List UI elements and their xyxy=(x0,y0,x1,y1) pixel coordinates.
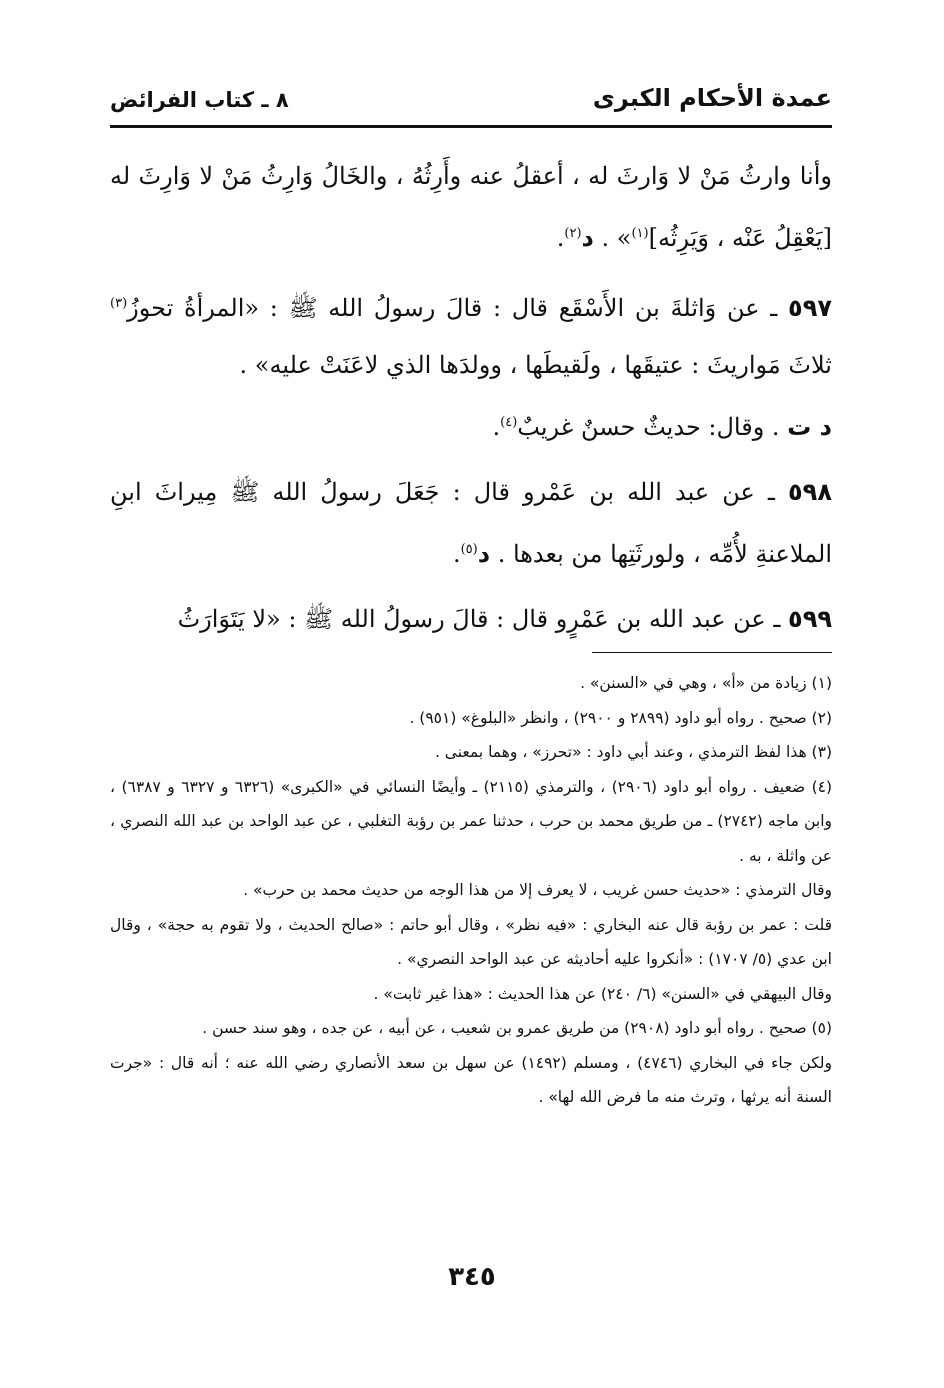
continuation-end: . xyxy=(556,224,565,252)
hadith-number: ٥٩٧ xyxy=(788,294,832,322)
footnote-ref-3[interactable]: (٣) xyxy=(110,296,128,311)
footnote: (٢) صحيح . رواه أبو داود (٢٨٩٩ و ٢٩٠٠) ، وانظر «البلوغ» (٩٥١) . xyxy=(409,708,832,727)
continuation-text: وأنا وارثُ مَنْ لا وَارثَ له ، أعقلُ عنه وأَرِثُهُ ، والخَالُ وَارِثُ مَنْ لا وَارِثَ له [يَعْقِلُ عَنْه ، وَيَرِثُه] xyxy=(110,162,832,252)
source-ref: د xyxy=(477,540,491,568)
footnote: (١) زيادة من «أ» ، وهي في «السنن» . xyxy=(580,674,832,692)
page-number: ٣٤٥ xyxy=(448,1262,496,1292)
hadith-597-end: . xyxy=(492,413,501,441)
hadith-598 xyxy=(110,464,832,583)
book-title: عمدة الأحكام الكبرى xyxy=(592,84,832,112)
main-text xyxy=(110,148,832,648)
hadith-597-text-b: ثلاثَ مَواريثَ : عتيقَها ، ولَقيطَها ، وولدَها الذي لاعَنَتْ عليه» . xyxy=(239,351,832,379)
footnote-ref-4[interactable]: (٤) xyxy=(500,415,518,430)
hadith-597 xyxy=(110,275,832,456)
footnotes xyxy=(110,666,832,1115)
hadith-599 xyxy=(110,591,832,648)
footnote: وقال الترمذي : «حديث حسن غريب ، لا يعرف إلا من هذا الوجه من حديث محمد بن حرب» . xyxy=(243,881,832,899)
running-header xyxy=(110,84,832,112)
source-ref: د xyxy=(581,224,594,252)
hadith-598-end: . xyxy=(452,540,461,568)
hadith-597-text-a: ـ عن وَاثلةَ بن الأَسْقَع قال : قالَ رسولُ الله ﷺ : «المرأةُ تحوزُ xyxy=(127,294,778,322)
header-rule xyxy=(110,125,832,128)
continuation-paragraph xyxy=(110,148,832,267)
footnote: (٤) ضعيف . رواه أبو داود (٢٩٠٦) ، والترمذي (٢١١٥) ـ وأيضًا النسائي في «الكبرى» (٦٣٢٦ و ٦٣٢٧ و ٦٣٨٧) ، وابن ماجه (٢٧٤٢) ـ من طريق محمد بن حرب ، حدثنا عمر بن رؤبة التغلبي ، عن عبد الواحد بن عبد الله النصري ، عن واثلة ، به . xyxy=(110,777,833,865)
chapter-title: ٨ ـ كتاب الفرائض xyxy=(110,88,289,112)
hadith-number: ٥٩٩ xyxy=(788,605,832,633)
footnote: وقال البيهقي في «السنن» (٦/ ٢٤٠) عن هذا الحديث : «هذا غير ثابت» . xyxy=(373,984,832,1003)
footnote-ref-5[interactable]: (٥) xyxy=(460,542,478,557)
footnote-ref-1[interactable]: (١) xyxy=(631,226,649,241)
footnote: قلت : عمر بن رؤبة قال عنه البخاري : «فيه نظر» ، وقال أبو حاتم : «صالح الحديث ، ولا تقوم به حجة» ، وقال ابن عدي (٥/ ١٧٠٧) : «أنكروا عليه أحاديثه عن عبد الواحد النصري» . xyxy=(110,915,832,968)
hadith-598-text: ـ عن عبد الله بن عَمْرو قال : جَعَلَ رسولُ الله ﷺ مِيراثَ ابنِ الملاعنةِ لأُمِّه ، ولورثَتِها من بعدها . xyxy=(110,478,832,568)
hadith-599-text: ـ عن عبد الله بن عَمْرٍو قال : قالَ رسولُ الله ﷺ : «لا يَتَوَارَثُ xyxy=(177,605,781,633)
footnote-separator xyxy=(592,652,832,653)
footnote: (٥) صحيح . رواه أبو داود (٢٩٠٨) من طريق عمرو بن شعيب ، عن أبيه ، عن جده ، وهو سند حسن . xyxy=(202,1019,832,1037)
footnote: (٣) هذا لفظ الترمذي ، وعند أبي داود : «تحرز» ، وهما بمعنى . xyxy=(434,743,832,761)
footnote-ref-2[interactable]: (٢) xyxy=(564,226,582,241)
hadith-number: ٥٩٨ xyxy=(788,478,832,506)
footnote: ولكن جاء في البخاري (٤٧٤٦) ، ومسلم (١٤٩٢) عن سهل بن سعد الأنصاري رضي الله عنه ؛ أنه قال : «جرت السنة أنه يرثها ، وترث منه ما فرض الله لها» . xyxy=(110,1053,832,1106)
continuation-tail: » . xyxy=(601,224,632,252)
hadith-597-text-c: . وقال: حديثٌ حسنٌ غريبٌ xyxy=(517,413,780,441)
source-ref: د ت xyxy=(787,413,832,441)
